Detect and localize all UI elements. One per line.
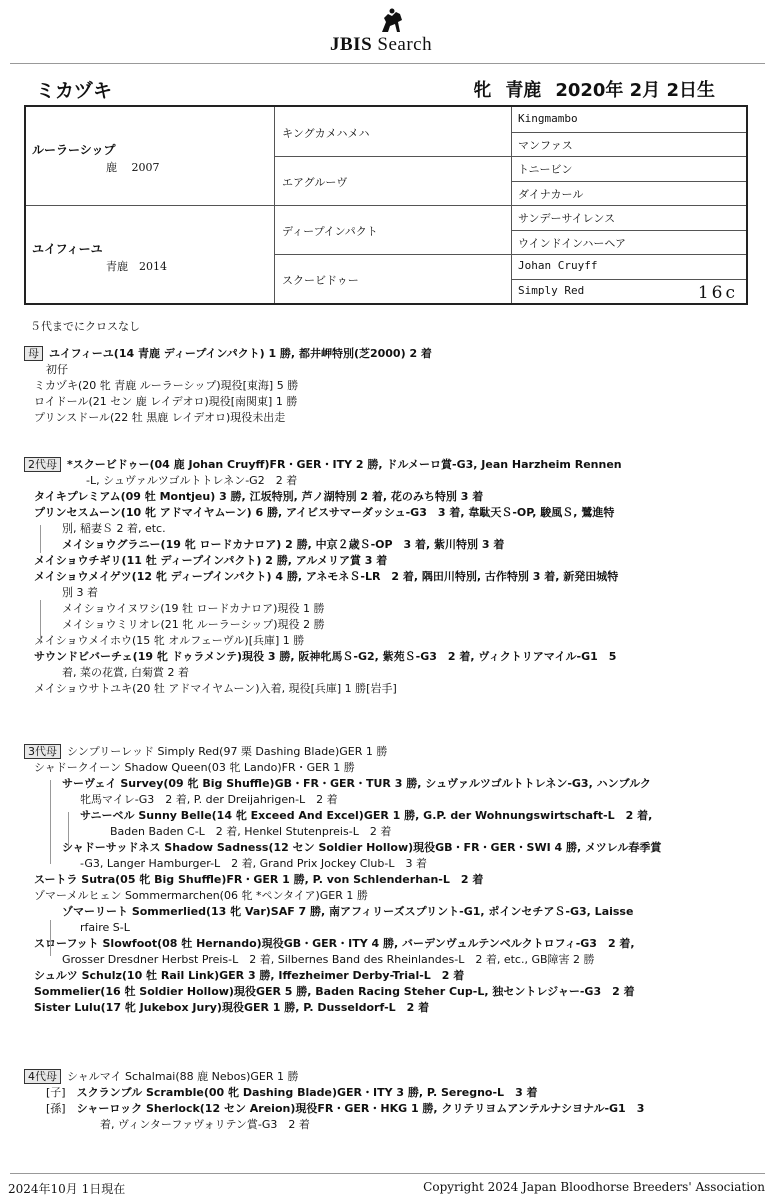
offspring-row: プリンセスムーン(10 牝 アドマイヤムーン) 6 勝, アイビスサマーダッシュ-G3 3 着, 韋駄天Ｓ-OP, 駿風Ｓ, 鷺進特 [34,506,615,519]
second-dam-record: *スクービドゥー(04 鹿 Johan Cruyff)FR・GER・ITY 2 勝, ドルメーロ賞-G3, Jean Harzheim Rennen [67,458,622,471]
copyright: Copyright 2024 Japan Bloodhorse Breeders' Association [423,1180,765,1194]
offspring-row: プリンスドール(22 牡 黒鹿 レイデオロ)現役未出走 [34,411,286,424]
record-continuation: 着, ヴィンターファヴォリテン賞-G3 2 着 [100,1118,310,1131]
g3-ancestor-8[interactable]: Simply Red [518,283,585,297]
record-continuation: 別, 稲妻Ｓ 2 着, etc. [62,522,166,535]
third-dam-record: シンプリーレッド Simply Red(97 栗 Dashing Blade)GER 1 勝 [67,745,388,758]
top-divider [10,63,765,64]
section-tag-fourth-dam: 4代母 [24,1069,61,1084]
tree-line [50,780,51,864]
g3-ancestor-5[interactable]: サンデーサイレンス [518,212,616,225]
g3-ancestor-3[interactable]: トニービン [518,163,573,176]
as-of-date: 2024年10月 1日現在 [8,1182,126,1196]
tree-line [50,920,51,956]
offspring-row: ミカヅキ(20 牝 青鹿 ルーラーシップ)現役[東海] 5 勝 [34,379,299,392]
offspring-row: タイキプレミアム(09 牡 Montjeu) 3 勝, 江坂特別, 芦ノ湖特別 2 着, 花のみち特別 3 着 [34,490,484,503]
g3-ancestor-4[interactable]: ダイナカール [518,187,584,201]
dam-sire-name[interactable]: ディープインパクト [282,225,378,238]
sire-sire-cell [275,107,511,156]
g3-ancestor-1[interactable]: Kingmambo [518,112,578,125]
offspring-row: ロイドール(21 セン 鹿 レイデオロ)現役[南関東] 1 勝 [34,395,298,408]
grandchild-row: シャドーサッドネス Shadow Sadness(12 セン Soldier Hollow)現役GB・FR・GER・SWI 4 勝, メツレル春季賞 [62,841,662,854]
grandchild-label: [孫] [46,1102,66,1115]
jbis-logo[interactable] [330,8,460,56]
dam-dam-cell [275,254,511,303]
pedigree-table [24,105,748,305]
sire-dam-name[interactable]: エアグルーヴ [282,176,348,189]
dam-sire-cell [275,205,511,254]
dam-info: 青鹿 2014 [106,260,167,273]
offspring-row: シャドークイーン Shadow Queen(03 牝 Lando)FR・GER 1 勝 [34,761,355,774]
horse-profile [459,76,715,102]
section-tag-second-dam: 2代母 [24,457,61,472]
grandchild-row: メイショウグラニー(19 牝 ロードカナロア) 2 勝, 中京２歳Ｓ-OP 3 着, 紫川特別 3 着 [62,538,505,551]
offspring-row: メイショウメイゲツ(12 牝 ディープインパクト) 4 勝, アネモネＳ-LR 2 着, 隅田川特別, 古作特別 3 着, 新発田城特 [34,570,619,583]
tree-line [40,600,41,644]
dam-dam-name[interactable]: スクービドゥー [282,274,359,287]
record-continuation: -G3, Langer Hamburger-L 2 着, Grand Prix Jockey Club-L 3 着 [80,857,427,870]
horse-header [28,76,715,104]
offspring-row: スローフット Slowfoot(08 牡 Hernando)現役GB・GER・ITY 4 勝, バーデンヴュルテンベルクトロフィ-G3 2 着, [34,937,635,950]
record-continuation: 牝馬マイレ-G3 2 着, P. der Dreijahrigen-L 2 着 [80,793,338,806]
inbreeding-note: ５代までにクロスなし [30,320,140,333]
offspring-row: メイショウチギリ(11 牡 ディープインパクト) 2 勝, アルメリア賞 3 着 [34,554,388,567]
third-dam-section [24,744,661,1016]
dam-note: 初仔 [46,363,68,376]
grandchild-row: シャーロック Sherlock(12 セン Areion)現役FR・GER・HKG 1 勝, クリテリヨムアンテルナシヨナル-G1 3 [76,1102,645,1115]
horse-birthdate: 2020年 2月 2日生 [555,80,715,101]
second-dam-section [24,457,622,697]
record-continuation: Grosser Dresdner Herbst Preis-L 2 着, Silbernes Band des Rheinlandes-L 2 着, etc., GB障害 2 勝 [62,953,595,966]
dam-record: ユイフィーユ(14 青鹿 ディープインパクト) 1 勝, 都井岬特別(芝2000) 2 着 [49,347,432,360]
offspring-row: サウンドビバーチェ(19 牝 ドゥラメンテ)現役 3 勝, 阪神牝馬Ｓ-G2, 紫苑Ｓ-G3 2 着, ヴィクトリアマイル-G1 5 [34,650,617,663]
offspring-row: メイショウサトユキ(20 牡 アドマイヤムーン)入着, 現役[兵庫] 1 勝[岩手] [34,682,397,695]
grandchild-row: サーヴェイ Survey(09 牝 Big Shuffle)GB・FR・GER・TUR 3 勝, シュヴァルツゴルトトレネン-G3, ハンブルク [62,777,651,790]
sire-info: 鹿 2007 [106,161,160,174]
sire-cell [26,107,274,205]
family-number: 16c [697,283,738,303]
grandchild-row: ゾマーリート Sommerlied(13 牝 Var)SAF 7 勝, 南アフィリーズスプリント-G1, ポインセチアＳ-G3, Laisse [62,905,634,918]
dam-section [24,346,432,426]
section-tag-third-dam: 3代母 [24,744,61,759]
fourth-dam-record: シャルマイ Schalmai(88 鹿 Nebos)GER 1 勝 [67,1070,299,1083]
child-row: スクランブル Scramble(00 牝 Dashing Blade)GER・ITY 3 勝, P. Seregno-L 3 着 [76,1086,538,1099]
dam-cell [26,205,274,304]
child-label: [子] [46,1086,66,1099]
grandchild-row: メイショウイヌワシ(19 牡 ロードカナロア)現役 1 勝 [62,602,325,615]
sire-name[interactable]: ルーラーシップ [32,143,116,157]
record-continuation: rfaire S-L [80,921,130,934]
g3-ancestor-6[interactable]: ウインドインハーヘア [518,236,627,250]
horse-name: ミカヅキ [36,80,113,102]
grandchild-row: メイショウミリオレ(21 牝 ルーラーシップ)現役 2 勝 [62,618,325,631]
g3-ancestor-2[interactable]: マンファス [518,138,573,152]
horse-rider-icon [376,8,408,34]
record-continuation: 着, 菜の花賞, 白菊賞 2 着 [62,666,189,679]
fourth-dam-section [24,1069,644,1133]
great-grandchild-row: サニーベル Sunny Belle(14 牝 Exceed And Excel)GER 1 勝, G.P. der Wohnungswirtschaft-L 2 着, [80,809,653,822]
bottom-divider [10,1173,765,1174]
record-continuation: 別 3 着 [62,586,98,599]
offspring-row: Sister Lulu(17 牝 Jukebox Jury)現役GER 1 勝, P. Dusseldorf-L 2 着 [34,1001,430,1014]
record-continuation: Baden Baden C-L 2 着, Henkel Stutenpreis-L 2 着 [110,825,392,838]
horse-color: 青鹿 [505,80,542,101]
offspring-row: メイショウメイホウ(15 牝 オルフェーヴル)[兵庫] 1 勝 [34,634,305,647]
offspring-row: Sommelier(16 牡 Soldier Hollow)現役GER 5 勝, Baden Racing Steher Cup-L, 独セントレジャー-G3 2 着 [34,985,635,998]
sire-dam-cell [275,156,511,205]
logo-text: JBIS Search [330,34,433,55]
tree-line [40,525,41,553]
dam-name[interactable]: ユイフィーユ [32,242,103,256]
sire-sire-name[interactable]: キングカメハメハ [282,127,370,140]
offspring-row: シュルツ Schulz(10 牡 Rail Link)GER 3 勝, Iffezheimer Derby-Trial-L 2 着 [34,969,465,982]
horse-sex: 牝 [473,80,492,101]
g3-ancestor-7[interactable]: Johan Cruyff [518,259,598,272]
section-tag-dam: 母 [24,346,43,361]
offspring-row: スートラ Sutra(05 牝 Big Shuffle)FR・GER 1 勝, P. von Schlenderhan-L 2 着 [34,873,484,886]
record-continuation: -L, シュヴァルツゴルトトレネン-G2 2 着 [86,474,298,487]
offspring-row: ゾマーメルヒェン Sommermarchen(06 牝 *ペンタイア)GER 1 勝 [34,889,368,902]
tree-line [68,812,69,848]
